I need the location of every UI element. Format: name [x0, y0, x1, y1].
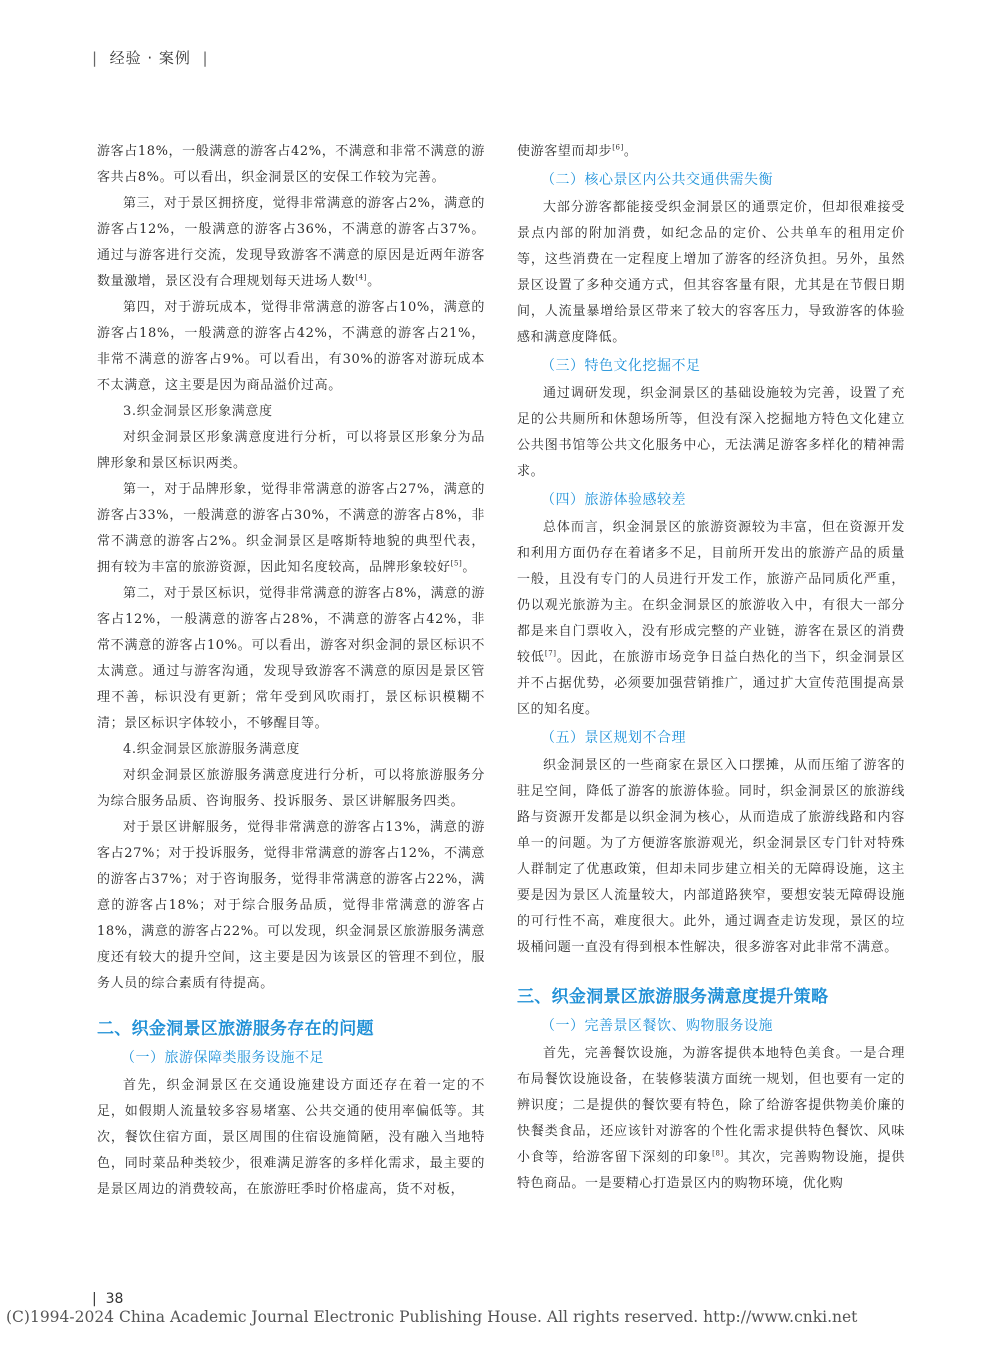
- page-number-value: 38: [105, 1291, 124, 1307]
- citation-ref: [5]: [450, 559, 463, 568]
- copyright-line: (C)1994-2024 China Academic Journal Electronic Publishing House. All rights reserved. http://www.cnki.net: [6, 1308, 858, 1326]
- text-run: 第四，对于游玩成本，觉得非常满意的游客占10%，满意的游客占18%，一般满意的游客占42%，不满意的游客占21%，非常不满意的游客占9%。可以看出，有30%的游客对游玩成本不太满意，这主要是因为商品溢价过高。: [97, 300, 485, 393]
- text-run: （四）旅游体验感较差: [541, 492, 686, 508]
- section-title: 经验 · 案例: [109, 49, 191, 67]
- text-run: （一）旅游保障类服务设施不足: [121, 1050, 324, 1066]
- paragraph: [97, 139, 485, 191]
- numbered-subheading: [97, 399, 485, 425]
- text-run: 使游客望而却步: [517, 144, 613, 159]
- text-run: 三、织金洞景区旅游服务满意度提升策略: [517, 987, 829, 1007]
- text-run: 。: [462, 560, 476, 575]
- text-run: 4.织金洞景区旅游服务满意度: [123, 742, 300, 757]
- paragraph: [517, 1041, 905, 1197]
- section-header: | 经验 · 案例 |: [92, 49, 209, 67]
- paragraph: [97, 295, 485, 399]
- text-run: 3.织金洞景区形象满意度: [123, 404, 273, 419]
- citation-ref: [7]: [544, 649, 557, 658]
- paragraph: [517, 195, 905, 351]
- paragraph: [517, 753, 905, 961]
- text-run: 对织金洞景区旅游服务满意度进行分析，可以将旅游服务分为综合服务品质、咨询服务、投诉服务、景区讲解服务四类。: [97, 768, 485, 809]
- text-run: 。因此，在旅游市场竞争日益白热化的当下，织金洞景区并不占据优势，必须要加强营销推广，通过扩大宣传范围提高景区的知名度。: [517, 650, 905, 717]
- paragraph: [97, 581, 485, 737]
- citation-ref: [6]: [612, 143, 624, 152]
- text-run: （二）核心景区内公共交通供需失衡: [541, 172, 773, 188]
- text-run: 首先，织金洞景区在交通设施建设方面还存在着一定的不足，如假期人流量较多容易堵塞、公共交通的使用率偏低等。其次，餐饮住宿方面，景区周围的住宿设施简陋，没有融入当地特色，同时菜品种类较少，很难满足游客的多样化需求，最主要的是景区周边的消费较高，在旅游旺季时价格虚高，货不对板，: [97, 1078, 485, 1197]
- section-heading: [517, 983, 905, 1011]
- text-run: （五）景区规划不合理: [541, 730, 686, 746]
- paragraph: [517, 515, 905, 723]
- paragraph: [97, 1073, 485, 1203]
- text-run: 织金洞景区的一些商家在景区入口摆摊，从而压缩了游客的驻足空间，降低了游客的旅游体验。同时，织金洞景区的旅游线路与资源开发都是以织金洞为核心，从而造成了旅游线路和内容单一的问题。为了方便游客旅游观光，织金洞景区专门针对特殊人群制定了优惠政策，但却未同步建立相关的无障碍设施，这主要是因为景区人流量较大，内部道路狭窄，要想安装无障碍设施的可行性不高，难度很大。此外，通过调查走访发现，景区的垃圾桶问题一直没有得到根本性解决，很多游客对此非常不满意。: [517, 758, 905, 955]
- paragraph: [97, 477, 485, 581]
- citation-ref: [4]: [355, 273, 368, 282]
- text-run: 第二，对于景区标识，觉得非常满意的游客占8%，满意的游客占12%，一般满意的游客占28%，不满意的游客占42%，非常不满意的游客占10%。可以看出，游客对织金洞的景区标识不太满意。通过与游客沟通，发现导致游客不满意的原因是景区管理不善，标识没有更新；常年受到风吹雨打，景区标识模糊不清；景区标识字体较小，不够醒目等。: [97, 586, 485, 731]
- right-column: [517, 139, 905, 1197]
- paragraph: [97, 763, 485, 815]
- text-run: 第一，对于品牌形象，觉得非常满意的游客占27%，满意的游客占33%，一般满意的游客占30%，不满意的游客占8%，非常不满意的游客占2%。织金洞景区是喀斯特地貌的典型代表，拥有较为丰富的旅游资源，因此知名度较高，品牌形象较好: [97, 482, 485, 575]
- text-run: 。: [367, 274, 381, 289]
- text-run: （三）特色文化挖掘不足: [541, 358, 701, 374]
- subsection-heading: [541, 486, 905, 514]
- paragraph: [97, 425, 485, 477]
- subsection-heading: [541, 352, 905, 380]
- text-run: 二、织金洞景区旅游服务存在的问题: [97, 1019, 374, 1039]
- text-run: 对织金洞景区形象满意度进行分析，可以将景区形象分为品牌形象和景区标识两类。: [97, 430, 485, 471]
- section-heading: [97, 1015, 485, 1043]
- text-run: 首先，完善餐饮设施，为游客提供本地特色美食。一是合理布局餐饮设施设备，在装修装潢方面统一规划，但也要有一定的辨识度；二是提供的餐饮要有特色，除了给游客提供物美价廉的快餐类食品，还应该针对游客的个性化需求提供特色餐饮、风味小食等，给游客留下深刻的印象: [517, 1046, 905, 1165]
- subsection-heading: [121, 1044, 485, 1072]
- paragraph: [517, 139, 905, 165]
- citation-ref: [8]: [712, 1149, 724, 1158]
- text-run: 对于景区讲解服务，觉得非常满意的游客占13%，满意的游客占27%；对于投诉服务，觉得非常满意的游客占12%，不满意的游客占37%；对于咨询服务，觉得非常满意的游客占22%，满意的游客占18%；对于综合服务品质，觉得非常满意的游客占18%，满意的游客占22%。可以发现，织金洞景区旅游服务满意度还有较大的提升空间，这主要是因为该景区的管理不到位，服务人员的综合素质有待提高。: [97, 820, 485, 991]
- paragraph: [517, 381, 905, 485]
- text-run: （一）完善景区餐饮、购物服务设施: [541, 1018, 773, 1034]
- numbered-subheading: [97, 737, 485, 763]
- text-run: 总体而言，织金洞景区的旅游资源较为丰富，但在资源开发和利用方面仍存在着诸多不足，目前所开发出的旅游产品的质量一般，且没有专门的人员进行开发工作，旅游产品同质化严重，仍以观光旅游为主。在织金洞景区的旅游收入中，有很大一部分都是来自门票收入，没有形成完整的产业链，游客在景区的消费较低: [517, 520, 905, 665]
- text-run: 第三，对于景区拥挤度，觉得非常满意的游客占2%，满意的游客占12%，一般满意的游客占36%，不满意的游客占37%。通过与游客进行交流，发现导致游客不满意的原因是近两年游客数量激增，景区没有合理规划每天进场人数: [97, 196, 485, 289]
- page-number: | 38: [92, 1291, 124, 1307]
- text-run: 大部分游客都能接受织金洞景区的通票定价，但却很难接受景点内部的附加消费，如纪念品的定价、公共单车的租用定价等，这些消费在一定程度上增加了游客的经济负担。另外，虽然景区设置了多种交通方式，但其容客量有限，尤其是在节假日期间，人流量暴增给景区带来了较大的容客压力，导致游客的体验感和满意度降低。: [517, 200, 905, 345]
- text-run: 。其次，完善购物设施，提供特色商品。一是要精心打造景区内的购物环境，优化购: [517, 1150, 905, 1191]
- subsection-heading: [541, 724, 905, 752]
- text-run: 。: [623, 144, 638, 159]
- text-run: 游客占18%，一般满意的游客占42%，不满意和非常不满意的游客共占8%。可以看出，织金洞景区的安保工作较为完善。: [97, 144, 485, 185]
- subsection-heading: [541, 166, 905, 194]
- left-column: [97, 139, 485, 1203]
- subsection-heading: [541, 1012, 905, 1040]
- paragraph: [97, 815, 485, 997]
- text-run: 通过调研发现，织金洞景区的基础设施较为完善，设置了充足的公共厕所和休憩场所等，但没有深入挖掘地方特色文化建立公共图书馆等公共文化服务中心，无法满足游客多样化的精神需求。: [517, 386, 905, 479]
- paragraph: [97, 191, 485, 295]
